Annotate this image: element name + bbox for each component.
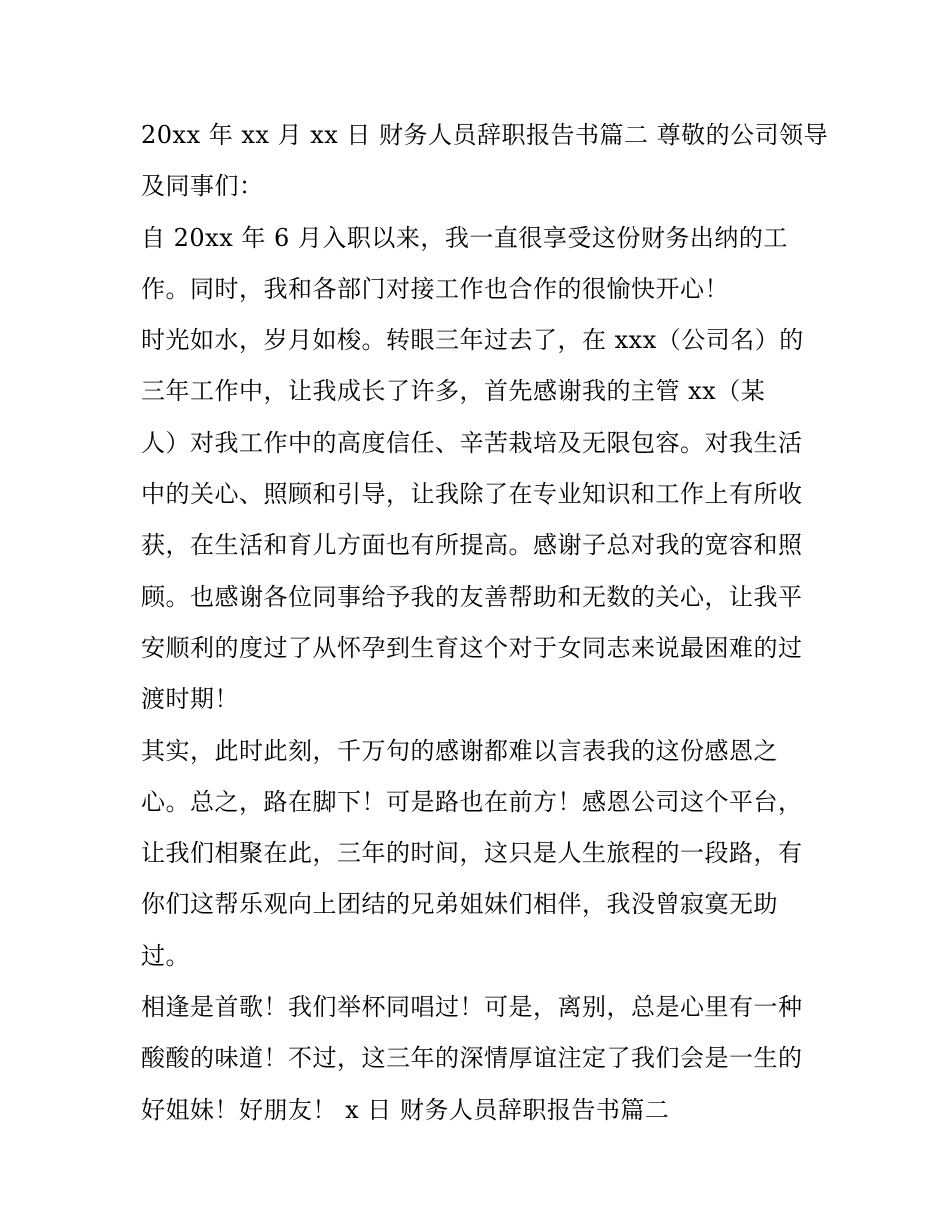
text-line: 其实，此时此刻，千万句的感谢都难以言表我的这份感恩之 xyxy=(141,736,778,765)
text-line: 及同事们： xyxy=(141,172,264,201)
text-line: 好姐妹！好朋友！ x 日 财务人员辞职报告书篇二 xyxy=(141,1095,670,1124)
text-line: 酸酸的味道！不过，这三年的深情厚谊注定了我们会是一生的 xyxy=(141,1044,803,1073)
text-line: 相逢是首歌！我们举杯同唱过！可是，离别，总是心里有一种 xyxy=(141,993,803,1022)
text-line: 心。总之，路在脚下！可是路也在前方！感恩公司这个平台， xyxy=(141,787,803,816)
text-line: 人）对我工作中的高度信任、辛苦栽培及无限包容。对我生活 xyxy=(141,428,803,457)
text-line: 中的关心、照顾和引导，让我除了在专业知识和工作上有所收 xyxy=(141,480,803,509)
document-body xyxy=(141,110,829,1136)
text-line: 自 20xx 年 6 月入职以来，我一直很享受这份财务出纳的工 xyxy=(141,223,788,252)
text-line: 时光如水，岁月如梭。转眼三年过去了，在 xxx（公司名）的 xyxy=(141,326,804,355)
text-line: 过。 xyxy=(141,941,190,970)
text-line: 获，在生活和育儿方面也有所提高。感谢子总对我的宽容和照 xyxy=(141,531,803,560)
text-line: 20xx 年 xx 月 xx 日 财务人员辞职报告书篇二 尊敬的公司领导 xyxy=(141,121,829,149)
text-line: 顾。也感谢各位同事给予我的友善帮助和无数的关心，让我平 xyxy=(141,582,803,611)
text-line: 作。同时，我和各部门对接工作也合作的很愉快开心！ xyxy=(141,274,729,303)
text-line: 安顺利的度过了从怀孕到生育这个对于女同志来说最困难的过 xyxy=(141,633,803,662)
text-line: 渡时期！ xyxy=(141,685,239,714)
text-line: 你们这帮乐观向上团结的兄弟姐妹们相伴，我没曾寂寞无助 xyxy=(141,890,778,919)
text-line: 让我们相聚在此，三年的时间，这只是人生旅程的一段路，有 xyxy=(141,839,803,868)
text-line: 三年工作中，让我成长了许多，首先感谢我的主管 xx（某 xyxy=(141,377,766,406)
